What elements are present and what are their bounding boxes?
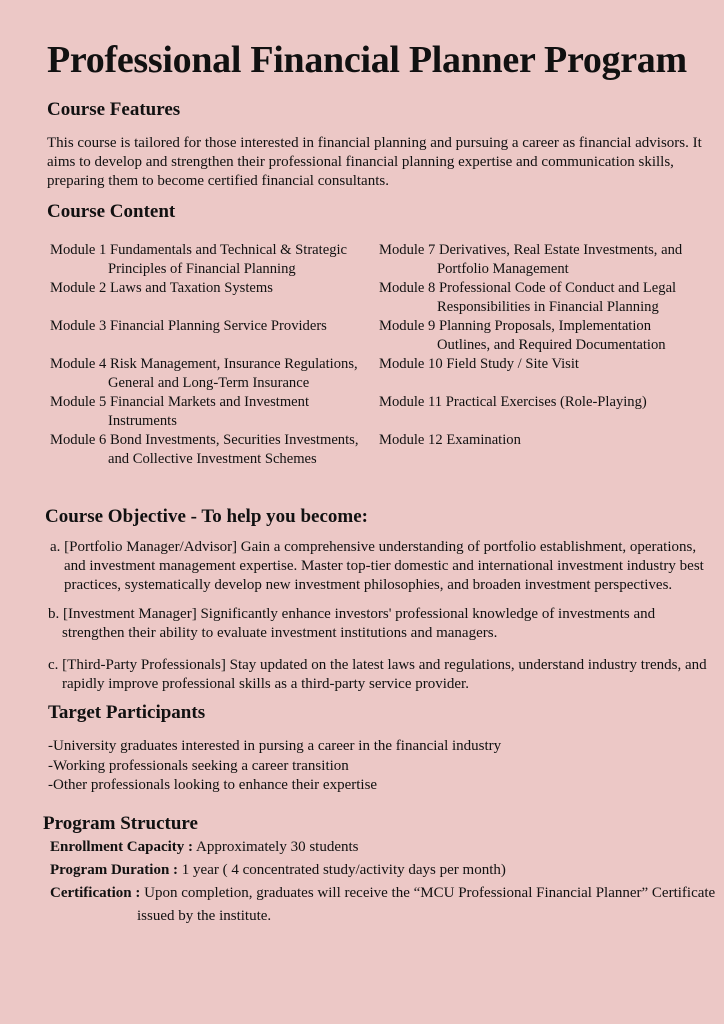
- program-structure-heading: Program Structure: [43, 813, 198, 834]
- course-content-heading: Course Content: [47, 201, 176, 222]
- module-item: Module 1 Fundamentals and Technical & Strategic Principles of Financial Planning: [50, 242, 348, 277]
- page-title: Professional Financial Planner Program: [47, 39, 687, 81]
- module-item: Module 4 Risk Management, Insurance Regulations, General and Long-Term Insurance: [50, 356, 358, 391]
- module-item: Module 8 Professional Code of Conduct and Legal Responsibilities in Financial Planning: [379, 280, 677, 315]
- program-duration: Program Duration : 1 year ( 4 concentrated study/activity days per month): [50, 862, 506, 878]
- module-item: Module 10 Field Study / Site Visit: [379, 356, 579, 372]
- certification-continued: issued by the institute.: [137, 908, 272, 924]
- certification: Certification : Upon completion, graduates will receive the “MCU Professional Financial Planner” Certificate: [50, 885, 716, 901]
- target-participants-heading: Target Participants: [48, 702, 206, 723]
- module-item: Module 11 Practical Exercises (Role-Playing): [379, 394, 647, 410]
- module-item: Module 2 Laws and Taxation Systems: [50, 280, 273, 296]
- objective-item-c: c. [Third-Party Professionals] Stay updated on the latest laws and regulations, understand industry trends, and rapidly improve professional skills as a third-party service provider.: [48, 657, 707, 692]
- module-item: Module 5 Financial Markets and Investment Instruments: [50, 394, 310, 429]
- module-item: Module 3 Financial Planning Service Providers: [50, 318, 327, 334]
- module-item: Module 7 Derivatives, Real Estate Investments, and Portfolio Management: [379, 242, 683, 277]
- module-item: Module 12 Examination: [379, 432, 521, 448]
- course-features-heading: Course Features: [47, 99, 181, 120]
- objective-item-a: a. [Portfolio Manager/Advisor] Gain a comprehensive understanding of portfolio establishment, operations, and investment management expertise. Master top-tier domestic and international investment industry best practices, systematically develop new investment philosophies, and broaden investment perspectives.: [50, 539, 704, 593]
- list-item: -Working professionals seeking a career transition: [48, 757, 349, 774]
- module-item: Module 6 Bond Investments, Securities Investments, and Collective Investment Schemes: [50, 432, 359, 467]
- list-item: -Other professionals looking to enhance their expertise: [48, 777, 378, 793]
- course-objective-heading: Course Objective - To help you become:: [45, 506, 368, 527]
- enrollment-capacity: Enrollment Capacity : Approximately 30 students: [50, 839, 359, 855]
- course-features-text: This course is tailored for those interested in financial planning and pursuing a career as financial advisors. It aims to develop and strengthen their professional financial planning expertise and communication skills, preparing them to become certified financial consultants.: [47, 135, 702, 189]
- module-item: Module 9 Planning Proposals, Implementation Outlines, and Required Documentation: [379, 318, 666, 353]
- objective-item-b: b. [Investment Manager] Significantly enhance investors' professional knowledge of investments and strengthen their ability to evaluate investment institutions and managers.: [48, 606, 656, 641]
- list-item: -University graduates interested in pursing a career in the financial industry: [48, 738, 502, 754]
- participants-list: [48, 737, 501, 796]
